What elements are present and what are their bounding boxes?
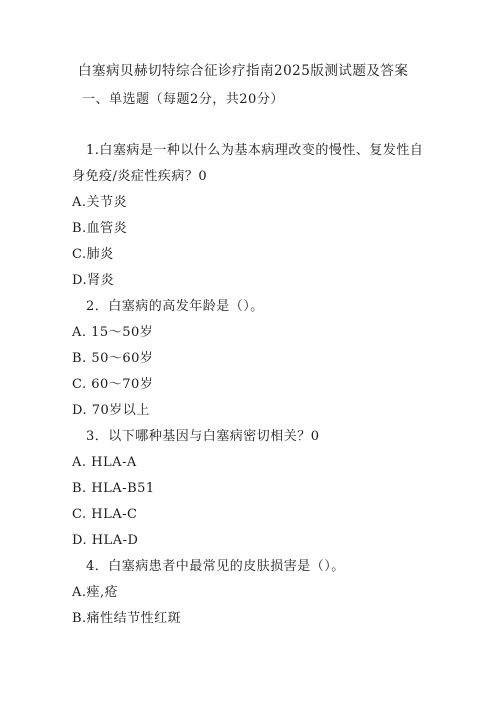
document-title: 白塞病贝赫切特综合征诊疗指南2025版测试题及答案 <box>78 63 409 79</box>
question-1-stem-line1: 1.白塞病是一种以什么为基本病理改变的慢性、复发性自 <box>86 143 424 158</box>
question-3-stem: 3．以下哪种基因与白塞病密切相关？0 <box>86 429 320 444</box>
question-3-option-d: D. HLA-D <box>72 533 139 548</box>
section-heading: 一、单选题（每题2分，共20分） <box>82 92 284 107</box>
question-4-option-b: B.痛性结节性红斑 <box>72 611 182 626</box>
question-4-option-a: A.痤,疮 <box>72 585 119 600</box>
question-1-option-a: A.关节炎 <box>72 195 128 210</box>
question-2-option-d: D. 70岁以上 <box>72 403 150 418</box>
question-1-option-b: B.血管炎 <box>72 221 128 236</box>
question-4-stem: 4．白塞病患者中最常见的皮肤损害是（）。 <box>86 559 345 574</box>
question-2-stem: 2．白塞病的高发年龄是（）。 <box>86 299 264 314</box>
question-2-option-b: B. 50～60岁 <box>72 351 154 366</box>
question-1-option-c: C.肺炎 <box>72 247 114 262</box>
question-1-stem-line2: 身免疫/炎症性疾病？0 <box>72 169 208 184</box>
question-3-option-b: B. HLA-B51 <box>72 481 155 496</box>
question-3-option-c: C. HLA-C <box>72 507 138 522</box>
question-1-option-d: D.肾炎 <box>72 273 115 288</box>
question-2-option-a: A. 15～50岁 <box>72 325 154 340</box>
question-3-option-a: A. HLA-A <box>72 455 137 470</box>
question-2-option-c: C. 60～70岁 <box>72 377 154 392</box>
